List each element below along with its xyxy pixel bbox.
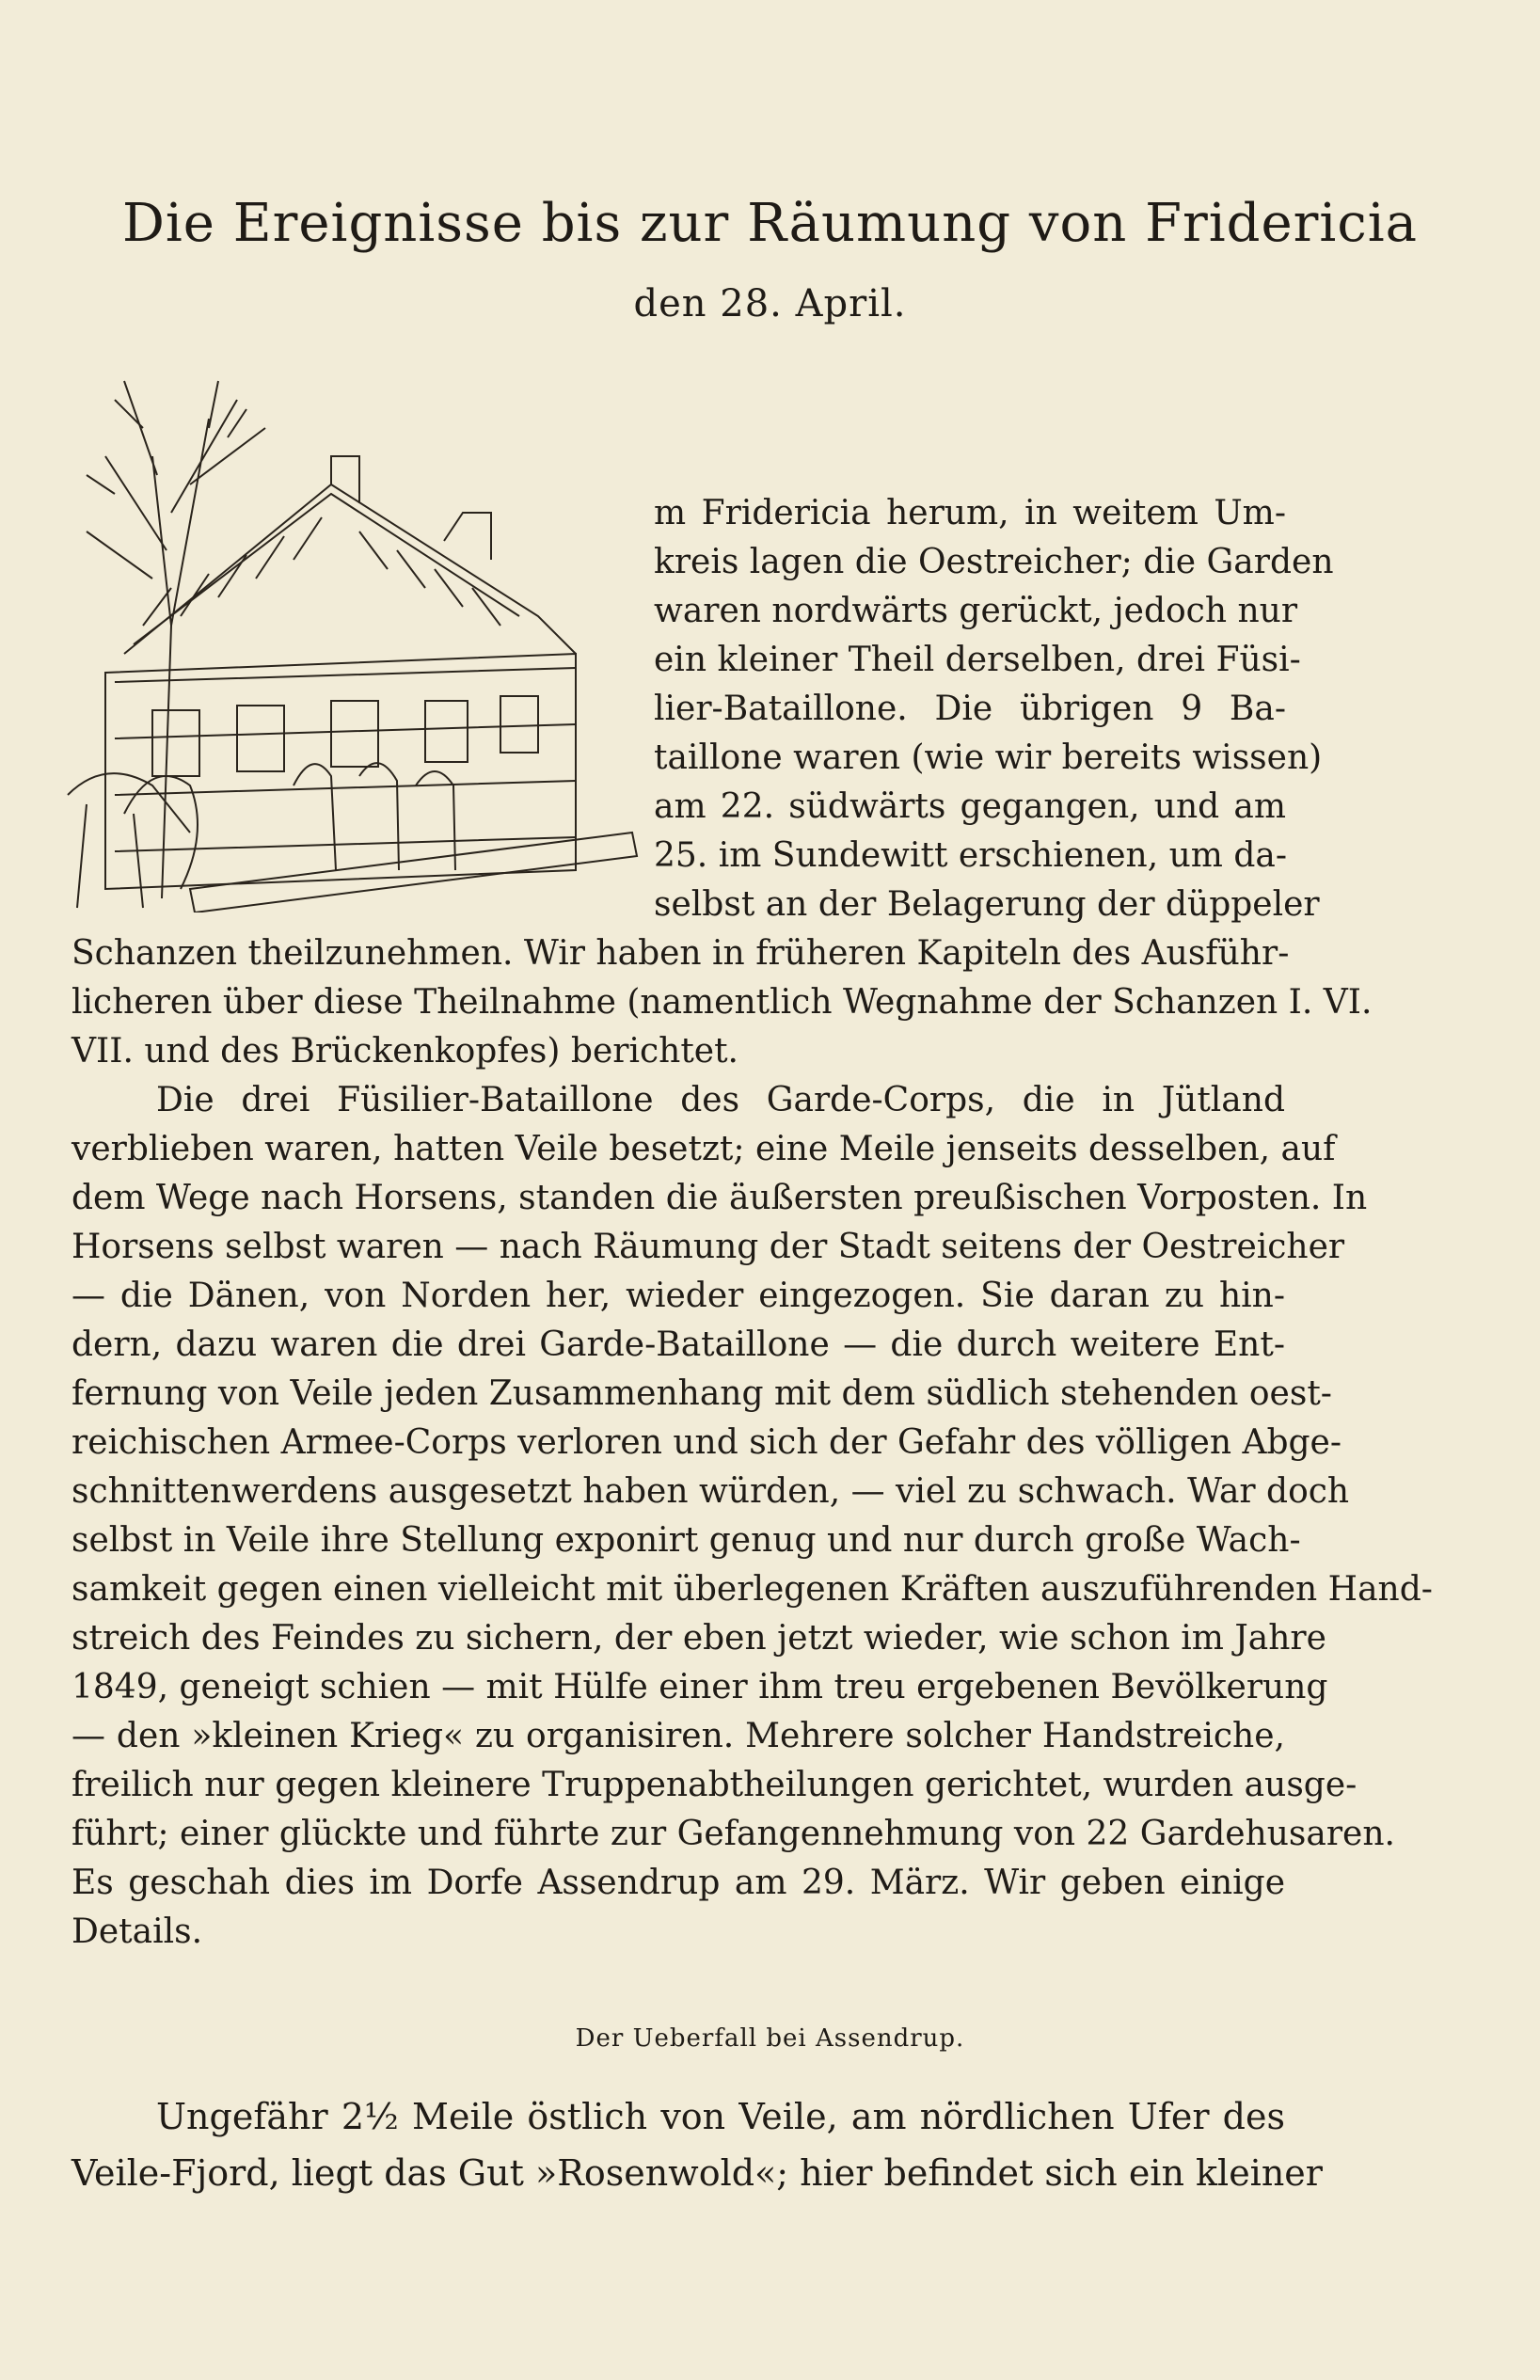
text-line: m Fridericia herum, in weitem Um- bbox=[654, 494, 1286, 532]
text-line: selbst an der Belagerung der düppeler bbox=[654, 885, 1320, 924]
text-line: verblieben waren, hatten Veile besetzt; eine Meile jenseits desselben, auf bbox=[71, 1130, 1336, 1168]
engraving-drawing bbox=[49, 343, 642, 912]
paragraph-continuation bbox=[71, 929, 1373, 1076]
text-line: Veile-Fjord, liegt das Gut »Rosenwold«; hier befindet sich ein kleiner bbox=[71, 2152, 1323, 2194]
text-line: Die drei Füsilier-Bataillone des Garde-Corps, die in Jütland bbox=[156, 1081, 1285, 1119]
section-heading: Der Ueberfall bei Assendrup. bbox=[575, 2024, 965, 2053]
text-line: selbst in Veile ihre Stellung exponirt genug und nur durch große Wach- bbox=[71, 1521, 1301, 1560]
text-line: streich des Feindes zu sichern, der eben jetzt wieder, wie schon im Jahre bbox=[71, 1619, 1326, 1658]
text-line: — die Dänen, von Norden her, wieder eingezogen. Sie daran zu hin- bbox=[71, 1277, 1285, 1315]
text-line: 25. im Sundewitt erschienen, um da- bbox=[654, 836, 1288, 875]
text-line: Details. bbox=[71, 1912, 203, 1951]
text-line: licheren über diese Theilnahme (namentlich Wegnahme der Schanzen I. VI. bbox=[71, 983, 1373, 1022]
text-line: freilich nur gegen kleinere Truppenabtheilungen gerichtet, wurden ausge- bbox=[71, 1766, 1357, 1804]
page-subtitle: den 28. April. bbox=[633, 282, 907, 325]
text-line: Es geschah dies im Dorfe Assendrup am 29. März. Wir geben einige bbox=[71, 1864, 1285, 1902]
text-line: Horsens selbst waren — nach Räumung der Stadt seitens der Oestreicher bbox=[71, 1228, 1345, 1266]
text-line: lier-Bataillone. Die übrigen 9 Ba- bbox=[654, 690, 1286, 728]
text-line: schnittenwerdens ausgesetzt haben würden, — viel zu schwach. War doch bbox=[71, 1472, 1350, 1511]
text-line: samkeit gegen einen vielleicht mit überlegenen Kräften auszuführenden Hand- bbox=[71, 1570, 1433, 1609]
paragraph-three bbox=[71, 2088, 1323, 2201]
village-street-illustration bbox=[49, 343, 642, 912]
text-line: am 22. südwärts gegangen, und am bbox=[654, 787, 1286, 826]
text-line: führt; einer glückte und führte zur Gefangennehmung von 22 Gardehusaren. bbox=[71, 1815, 1395, 1853]
text-line: 1849, geneigt schien — mit Hülfe einer ihm treu ergebenen Bevölkerung bbox=[71, 1668, 1328, 1706]
text-line: dern, dazu waren die drei Garde-Bataillone — die durch weitere Ent- bbox=[71, 1325, 1285, 1364]
text-line: waren nordwärts gerückt, jedoch nur bbox=[654, 592, 1298, 630]
text-line: Schanzen theilzunehmen. Wir haben in früheren Kapiteln des Ausführ- bbox=[71, 934, 1290, 973]
text-line: VII. und des Brückenkopfes) berichtet. bbox=[71, 1032, 738, 1071]
text-line: taillone waren (wie wir bereits wissen) bbox=[654, 738, 1323, 777]
text-line: reichischen Armee-Corps verloren und sich der Gefahr des völligen Abge- bbox=[71, 1423, 1342, 1462]
text-line: Ungefähr 2½ Meile östlich von Veile, am nördlichen Ufer des bbox=[156, 2096, 1285, 2137]
text-line: kreis lagen die Oestreicher; die Garden bbox=[654, 543, 1334, 581]
wrapped-paragraph bbox=[654, 489, 1334, 929]
text-line: — den »kleinen Krieg« zu organisiren. Mehrere solcher Handstreiche, bbox=[71, 1717, 1285, 1755]
page-title: Die Ereignisse bis zur Räumung von Fridericia bbox=[122, 193, 1418, 254]
text-line: ein kleiner Theil derselben, drei Füsi- bbox=[654, 641, 1301, 679]
text-line: dem Wege nach Horsens, standen die äußersten preußischen Vorposten. In bbox=[71, 1179, 1368, 1217]
paragraph-two bbox=[71, 1076, 1433, 1957]
text-line: fernung von Veile jeden Zusammenhang mit dem südlich stehenden oest- bbox=[71, 1374, 1332, 1413]
